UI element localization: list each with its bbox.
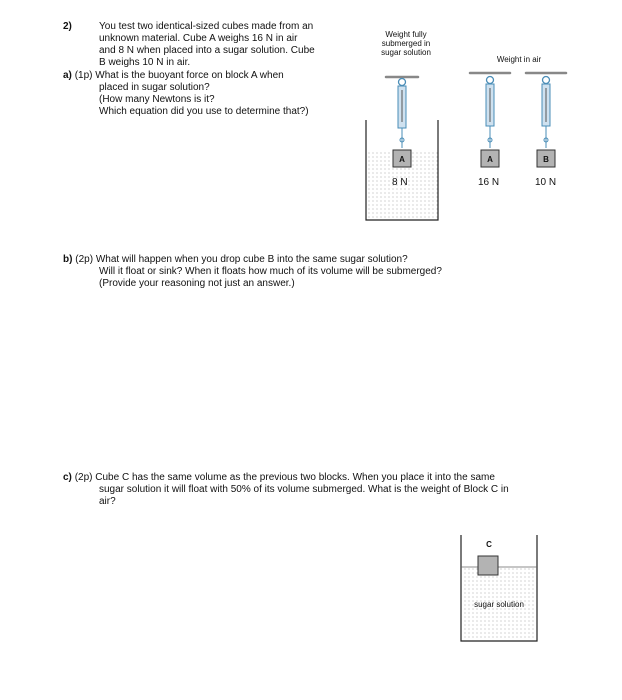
part-a-label: a) xyxy=(63,70,72,81)
part-c-header xyxy=(63,472,495,484)
part-a-line: Which equation did you use to determine that?) xyxy=(99,106,309,117)
a-air-reading: 16 N xyxy=(478,177,500,188)
block-b-air-label: B xyxy=(543,155,549,164)
part-a-points: (1p) xyxy=(74,70,93,81)
block-c-label: C xyxy=(486,540,492,549)
part-a-line: placed in sugar solution? xyxy=(99,82,210,93)
intro-line: B weighs 10 N in air. xyxy=(99,57,191,68)
question-number: 2) xyxy=(63,21,72,32)
part-c-line: air? xyxy=(99,496,116,507)
part-b-points: (2p) xyxy=(75,254,94,265)
part-c-label: c) xyxy=(63,472,72,483)
part-b-line: What will happen when you drop cube B into the same sugar solution? xyxy=(95,254,408,265)
spring-scale-a-air xyxy=(470,73,510,148)
submerged-reading: 8 N xyxy=(392,177,408,188)
intro-line: and 8 N when placed into a sugar solution. Cube xyxy=(99,45,315,56)
part-a-line: What is the buoyant force on block A when xyxy=(95,70,284,81)
block-a-air-label: A xyxy=(487,155,493,164)
block-c xyxy=(478,556,498,575)
sugar-tank-c xyxy=(461,535,537,641)
caption-line: Weight fully xyxy=(385,30,427,39)
part-c-line: sugar solution it will float with 50% of its volume submerged. What is the weight of Block C in xyxy=(99,484,509,495)
spring-scale-b-air xyxy=(526,73,566,148)
caption-line: sugar solution xyxy=(381,48,431,57)
block-a-submerged-label: A xyxy=(399,155,405,164)
intro-line: unknown material. Cube A weighs 16 N in air xyxy=(99,33,298,44)
solution-label: sugar solution xyxy=(474,600,524,609)
caption-line: submerged in xyxy=(381,39,431,48)
part-c-points: (2p) xyxy=(74,472,93,483)
part-b-header xyxy=(63,254,408,266)
air-caption: Weight in air xyxy=(496,55,542,64)
part-a-line: (How many Newtons is it? xyxy=(99,94,215,105)
part-b-label: b) xyxy=(63,254,73,265)
b-air-reading: 10 N xyxy=(535,177,557,188)
intro-line: You test two identical-sized cubes made from an xyxy=(99,21,314,32)
spring-scale-submerged xyxy=(386,77,418,148)
part-b-line: (Provide your reasoning not just an answer.) xyxy=(99,278,295,289)
part-b-line: Will it float or sink? When it floats how much of its volume will be submerged? xyxy=(99,266,442,277)
part-c-line: Cube C has the same volume as the previous two blocks. When you place it into the same xyxy=(95,472,495,483)
